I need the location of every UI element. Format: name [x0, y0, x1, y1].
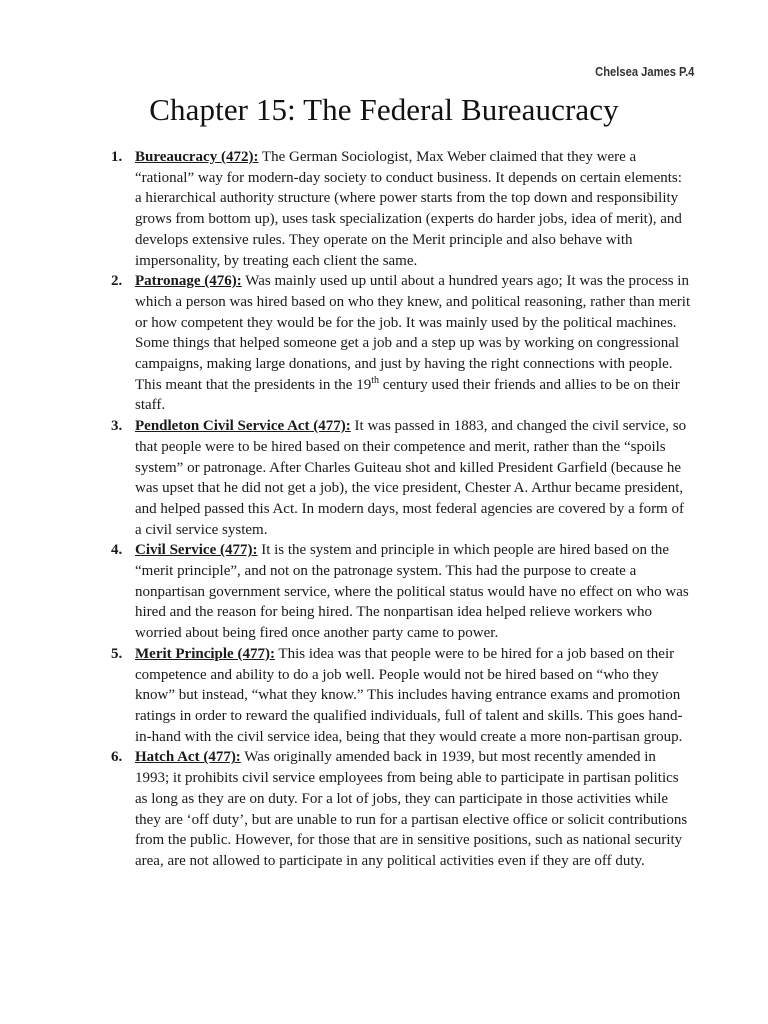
- item-term: Pendleton Civil Service Act (477):: [135, 418, 351, 435]
- definitions-list: [100, 147, 692, 872]
- item-number: 1.: [111, 149, 123, 165]
- item-text: It is the system and principle in which people are hired based on the “merit principle”, and not on the patronage system. This had the purpose to create a nonpartisan government service, where the political status would have no effect on who was hired and the reason for being hired. The nonpartisan idea helped relieve workers who worried about being fired once another party came to power.: [135, 542, 689, 642]
- item-term: Hatch Act (477):: [135, 749, 241, 766]
- list-item: [100, 540, 692, 644]
- list-item: [100, 147, 692, 271]
- item-text: This idea was that people were to be hired for a job based on their competence and ability to do a job well. People would not be hired based on “who they know” but instead, “what they know.” This includes having entrance exams and promotion ratings in order to reward the qualified individuals, full of talent and skills. This goes hand-in-hand with the civil service idea, being that they would create a more non-partisan group.: [135, 645, 683, 745]
- item-text: Was mainly used up until about a hundred years ago; It was the process in which a person was hired based on who they knew, and political reasoning, rather than merit or how competent they would be for the job. It was mainly used by the political machines. Some things that helped someone get a job and a step up was by working on congressional campaigns, making large donations, and just by having the right connections with people. This meant that the presidents in the 19: [135, 273, 691, 393]
- author-label: Chelsea James P.4: [594, 64, 694, 79]
- item-number: 4.: [111, 542, 123, 559]
- list-item: [100, 747, 692, 871]
- item-term: Merit Principle (477):: [135, 645, 275, 662]
- page-title: Chapter 15: The Federal Bureaucracy: [149, 92, 619, 127]
- item-term: Civil Service (477):: [135, 542, 258, 559]
- item-number: 3.: [111, 418, 123, 435]
- item-term: Patronage (476):: [135, 273, 242, 290]
- item-text-continued: century used their friends and allies to be on their staff.: [135, 376, 680, 414]
- item-number: 6.: [111, 749, 123, 766]
- item-text: The German Sociologist, Max Weber claimed that they were a “rational” way for modern-day society to conduct business. It depends on certain elements: a hierarchical authority structure (where power starts from the top down and responsibility grows from bottom up), uses task specialization (experts do harder jobs, idea of merit), and develops extensive rules. They operate on the Merit principle and also behave with impersonality, by treating each client the same.: [135, 149, 682, 269]
- list-item: [100, 416, 692, 540]
- item-number: 2.: [111, 273, 123, 290]
- list-item: [100, 271, 692, 416]
- item-text: Was originally amended back in 1939, but most recently amended in 1993; it prohibits civil service employees from being able to participate in partisan politics as long as they are on duty. For a lot of jobs, they can participate in those activities while they are ‘off duty’, but are unable to run for a partisan elective office or solicit contributions from the public. However, for those that are in sensitive positions, such as national security area, are not allowed to participate in any political activities even if they are off duty.: [135, 749, 688, 869]
- item-superscript: th: [371, 374, 379, 386]
- item-number: 5.: [111, 645, 123, 662]
- list-item: [100, 644, 692, 748]
- item-term: Bureaucracy (472):: [135, 149, 259, 165]
- item-text: It was passed in 1883, and changed the civil service, so that people were to be hired based on their competence and merit, rather than the “spoils system” or patronage. After Charles Guiteau shot and killed President Garfield (because he was upset that he did not get a job), the vice president, Chester A. Arthur became president, and helped passed this Act. In modern days, most federal agencies are covered by a form of a civil service system.: [135, 418, 687, 538]
